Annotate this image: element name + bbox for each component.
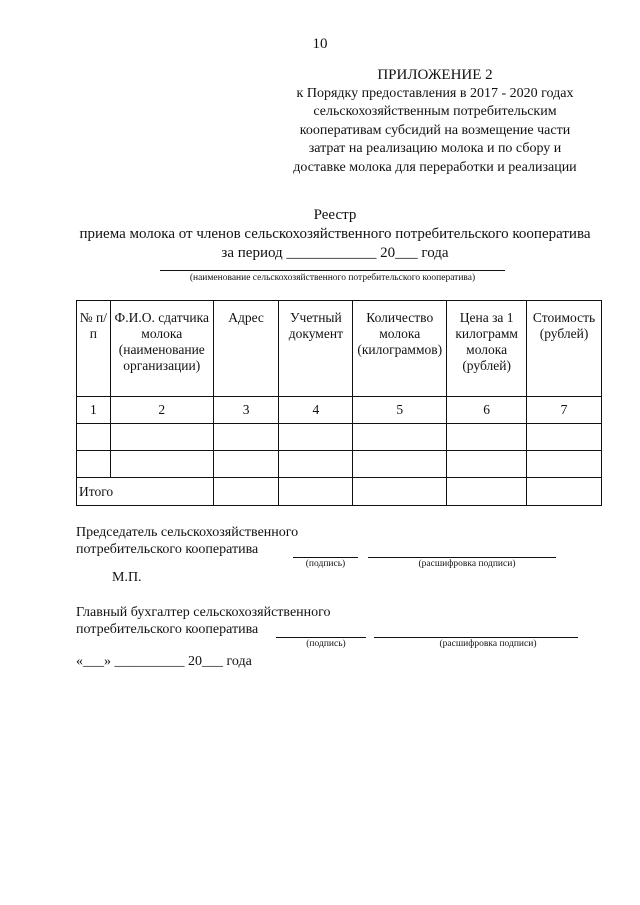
header-cell: Стоимость (рублей)	[527, 301, 602, 397]
column-number: 4	[279, 397, 353, 424]
page-number: 10	[312, 36, 328, 52]
header-cell: Учетный документ	[279, 301, 353, 397]
chairman-block	[76, 524, 298, 558]
accountant-signature-hint: (подпись)	[306, 639, 346, 649]
table-cell	[447, 451, 527, 478]
appendix-line: кооперативам субсидий на возмещение части	[299, 122, 571, 138]
appendix-line: доставке молока для переработки и реализации	[293, 159, 577, 175]
header-cell: Количество молока (килограммов)	[353, 301, 447, 397]
chairman-decode-hint: (расшифровка подписи)	[418, 559, 516, 569]
header-cell: № п/п	[77, 301, 111, 397]
column-number: 6	[447, 397, 527, 424]
date-line: «___» __________ 20___ года	[76, 654, 252, 669]
column-number: 3	[213, 397, 279, 424]
table-cell	[353, 451, 447, 478]
table-cell	[213, 424, 279, 451]
table-cell	[447, 424, 527, 451]
accountant-signature-line	[276, 637, 366, 638]
header-cell: Адрес	[213, 301, 279, 397]
table-cell	[527, 424, 602, 451]
register-subtitle: приема молока от членов сельскохозяйственного потребительского кооператива	[79, 226, 591, 242]
coop-name-hint: (наименование сельскохозяйственного потребительского кооператива)	[189, 273, 476, 283]
table-cell	[213, 451, 279, 478]
header-cell: Ф.И.О. сдатчика молока (наименование организации)	[110, 301, 213, 397]
table-number-row	[77, 397, 602, 424]
stamp-label: М.П.	[112, 570, 142, 585]
table-cell	[77, 451, 111, 478]
table-cell	[110, 424, 213, 451]
register-period: за период ____________ 20___ года	[221, 245, 449, 261]
table-cell	[213, 478, 279, 506]
appendix-line: сельскохозяйственным потребительским	[313, 104, 557, 119]
table-row	[77, 451, 602, 478]
table-cell	[279, 451, 353, 478]
appendix-line: затрат на реализацию молока и по сбору и	[308, 141, 562, 156]
appendix-line: к Порядку предоставления в 2017 - 2020 годах	[296, 85, 574, 101]
table-cell	[110, 451, 213, 478]
accountant-block	[76, 604, 331, 638]
coop-name-line	[160, 270, 505, 271]
register-title: Реестр	[313, 207, 357, 223]
header-cell: Цена за 1 килограмм молока (рублей)	[447, 301, 527, 397]
table-cell	[353, 424, 447, 451]
table-cell	[447, 478, 527, 506]
chairman-signature-hint: (подпись)	[305, 559, 346, 569]
table-row	[77, 424, 602, 451]
table-header-row	[77, 301, 602, 397]
chairman-title: Председатель сельскохозяйственного	[76, 525, 299, 540]
table-cell	[527, 478, 602, 506]
table-cell	[279, 478, 353, 506]
column-number: 2	[110, 397, 213, 424]
column-number: 7	[527, 397, 602, 424]
appendix-header	[270, 66, 600, 177]
accountant-decode-hint: (расшифровка подписи)	[439, 639, 537, 649]
column-number: 1	[77, 397, 111, 424]
total-label: Итого	[77, 478, 214, 506]
chairman-decode-line	[368, 557, 556, 558]
table-cell	[353, 478, 447, 506]
chairman-signature-line	[293, 557, 358, 558]
register-heading	[40, 206, 630, 263]
table-cell	[279, 424, 353, 451]
table-total-row	[77, 478, 602, 506]
table-cell	[77, 424, 111, 451]
column-number: 5	[353, 397, 447, 424]
milk-register-table	[76, 300, 602, 506]
table-cell	[527, 451, 602, 478]
appendix-title: ПРИЛОЖЕНИЕ 2	[377, 67, 493, 83]
accountant-title: Главный бухгалтер сельскохозяйственного	[76, 605, 331, 620]
accountant-title-line2: потребительского кооператива	[76, 622, 259, 637]
chairman-title-line2: потребительского кооператива	[76, 542, 259, 557]
accountant-decode-line	[374, 637, 578, 638]
